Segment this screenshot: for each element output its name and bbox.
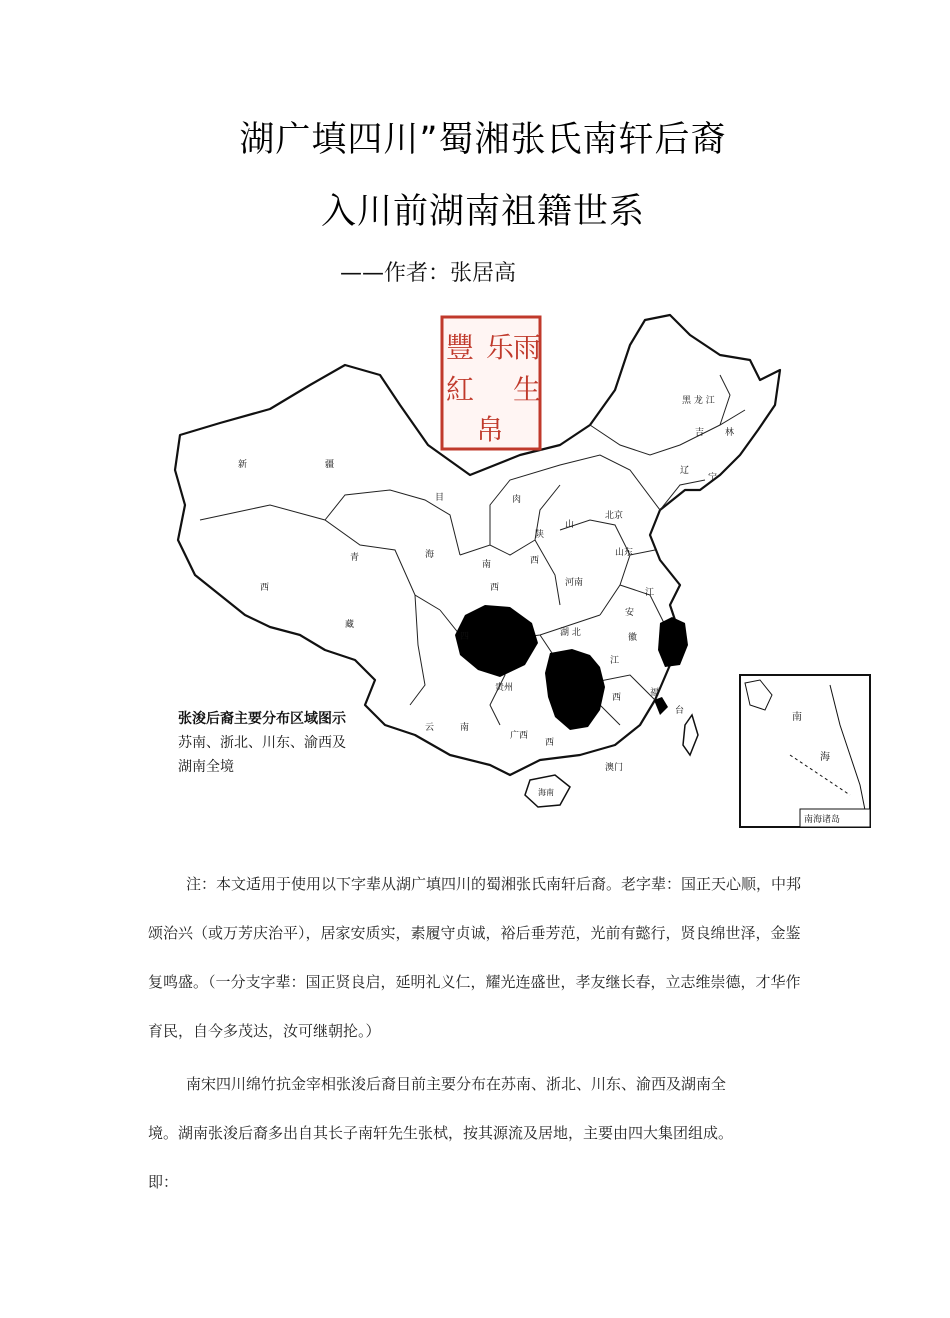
map-label-jilin2: 林: [725, 428, 735, 438]
map-label-xi2: 西: [530, 556, 540, 566]
south-china-sea-inset: [740, 675, 870, 827]
svg-text:帛: 帛: [475, 413, 505, 446]
map-label-xinjiang: 新: [238, 460, 248, 470]
map-label-aomen: 澳门: [605, 763, 624, 773]
map-label-shandong: 山东: [615, 548, 634, 558]
red-seal: [442, 317, 541, 449]
map-label-guangxi: 广西: [510, 731, 529, 741]
map-label-jiang: 疆: [325, 460, 335, 470]
map-label-sichuan: 四: [460, 632, 470, 642]
map-caption-line2: 苏南、浙北、川东、渝西及: [178, 735, 346, 751]
taiwan-island: [683, 715, 698, 755]
svg-text:海: 海: [820, 752, 830, 763]
map-label-liaoning: 辽: [680, 466, 690, 476]
map-label-jilin: 吉: [695, 428, 705, 438]
map-label-beijing: 北京: [605, 511, 624, 521]
map-label-xizang: 西: [260, 583, 270, 593]
author-line: ——作者：张居高: [340, 261, 517, 286]
map-label-nan: 南: [460, 723, 470, 733]
map-label-shaanxi: 陕: [535, 530, 545, 540]
map-label-ning: 宁: [708, 473, 718, 483]
map-label-jiangxi: 江: [610, 656, 620, 666]
map-caption-line3: 湖南全境: [178, 759, 234, 775]
document-title-line1: 湖广填四川”蜀湘张氏南轩后裔: [239, 120, 727, 160]
svg-text:豐: 豐: [445, 331, 475, 364]
map-label-jiangsu: 江: [645, 588, 655, 598]
map-label-anhui: 安: [625, 608, 635, 618]
map-label-henan: 河南: [565, 578, 584, 588]
highlight-region-zhexi: [654, 697, 668, 715]
document-title-line2: 入川前湖南祖籍世系: [320, 192, 645, 232]
highlight-region-subei: [658, 617, 688, 667]
map-caption-title: 张浚后裔主要分布区域图示: [178, 711, 346, 727]
map-label-su: 西: [490, 583, 500, 593]
map-label-yunnan: 云: [425, 723, 435, 733]
map-label-hui: 徽: [628, 633, 638, 643]
map-label-ningxia: 肉: [512, 495, 522, 505]
svg-text:乐: 乐: [485, 331, 515, 364]
map-label-heilongjiang: 黑 龙 江: [682, 396, 715, 406]
china-distribution-map: [160, 305, 885, 835]
map-label-shanxi: 山: [565, 520, 575, 530]
map-label-qinghai: 青: [350, 553, 360, 563]
map-label-guizhou: 贵州: [495, 683, 514, 693]
map-label-menggu: 目: [435, 493, 445, 503]
svg-text:生: 生: [512, 373, 542, 406]
map-label-hubei: 湖 北: [560, 628, 581, 638]
inset-label: 南海诸岛: [804, 815, 841, 825]
map-label-zang: 藏: [345, 620, 355, 630]
note-paragraph: 注：本文适用于使用以下字辈从湖广填四川的蜀湘张氏南轩后裔。老字辈：国正天心顺，中邦颂治兴（或万芳庆治平），居家安质实，素履守贞诚，裕后垂芳范，光前有懿行，贤良绵世泽，金鉴复鸣盛。（一分支字辈：国正贤良启，延明礼义仁，耀光连盛世，孝友继长春，立志维崇德，才华作育民，自今多茂达，汝可继朝抡。）: [148, 875, 802, 1040]
svg-text:紅: 紅: [445, 373, 475, 406]
map-label-hai: 海: [425, 550, 435, 560]
map-label-guangdong: 西: [545, 738, 555, 748]
map-label-xi: 西: [612, 693, 622, 703]
body-paragraph: 南宋四川绵竹抗金宰相张浚后裔目前主要分布在苏南、浙北、川东、渝西及湖南全境。湖南张浚后裔多出自其长子南轩先生张栻，按其源流及居地，主要由四大集团组成。即：: [148, 1075, 734, 1191]
svg-text:雨: 雨: [512, 331, 542, 364]
map-label-hainan: 海南: [538, 788, 554, 797]
map-label-fujian: 福: [650, 688, 660, 698]
map-label-zhejiang: 台: [675, 706, 685, 716]
svg-text:南: 南: [792, 712, 802, 723]
map-label-gan: 南: [482, 560, 492, 570]
